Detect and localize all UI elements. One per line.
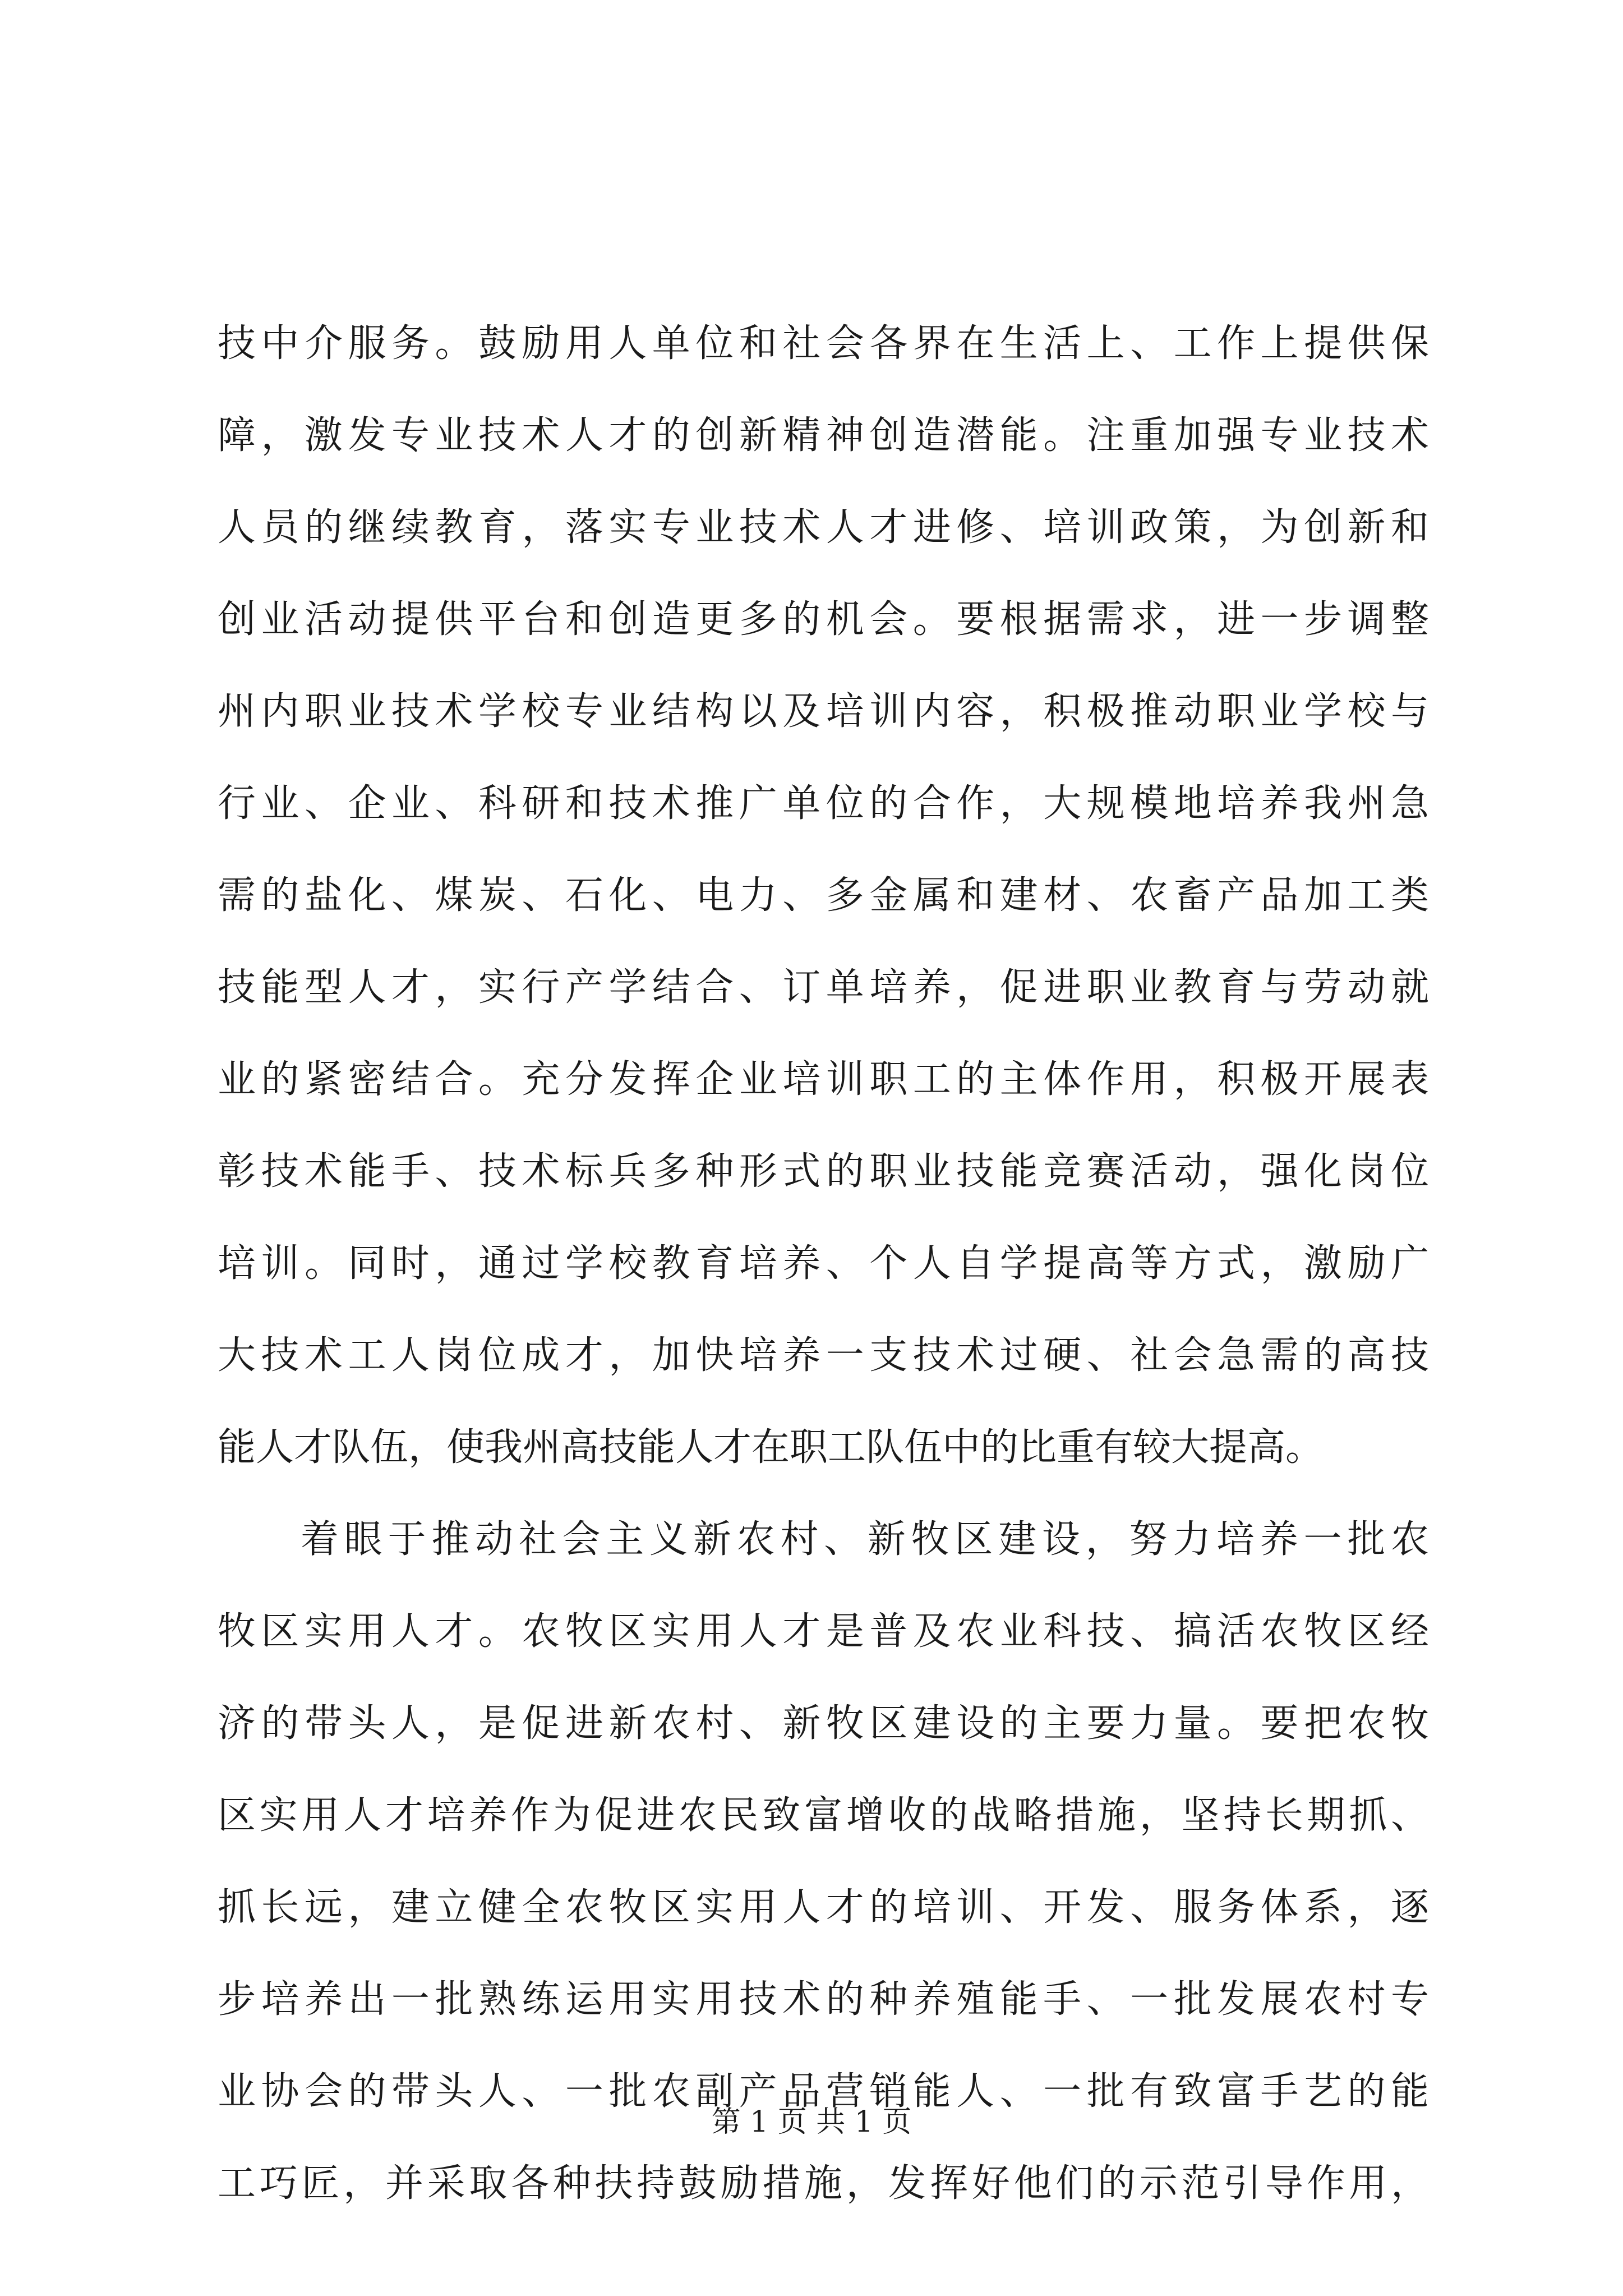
text-line: 业协会的带头人、一批农副产品营销能人、一批有致富手艺的能 (218, 2069, 1429, 2114)
text-line: 障，激发专业技术人才的创新精神创造潜能。注重加强专业技术 (218, 413, 1429, 458)
text-line: 创业活动提供平台和创造更多的机会。要根据需求，进一步调整 (218, 597, 1429, 642)
paragraph-1 (218, 298, 1429, 1494)
text-line: 技中介服务。鼓励用人单位和社会各界在生活上、工作上提供保 (218, 321, 1429, 366)
text-line: 区实用人才培养作为促进农民致富增收的战略措施，坚持长期抓、 (218, 1793, 1429, 1838)
text-line: 济的带头人，是促进新农村、新牧区建设的主要力量。要把农牧 (218, 1701, 1429, 1746)
text-line: 牧区实用人才。农牧区实用人才是普及农业科技、搞活农牧区经 (218, 1609, 1429, 1654)
text-line: 大技术工人岗位成才，加快培养一支技术过硬、社会急需的高技 (218, 1333, 1429, 1378)
document-body (218, 298, 1429, 2230)
text-line: 技能型人才，实行产学结合、订单培养，促进职业教育与劳动就 (218, 965, 1429, 1010)
text-line: 彰技术能手、技术标兵多种形式的职业技能竞赛活动，强化岗位 (218, 1149, 1429, 1194)
text-line: 工巧匠，并采取各种扶持鼓励措施，发挥好他们的示范引导作用， (218, 2161, 1429, 2206)
text-line: 能人才队伍，使我州高技能人才在职工队伍中的比重有较大提高。 (218, 1425, 1324, 1470)
text-line: 行业、企业、科研和技术推广单位的合作，大规模地培养我州急 (218, 781, 1429, 826)
text-line: 需的盐化、煤炭、石化、电力、多金属和建材、农畜产品加工类 (218, 873, 1429, 918)
text-line: 业的紧密结合。充分发挥企业培训职工的主体作用，积极开展表 (218, 1057, 1429, 1102)
text-line: 培训。同时，通过学校教育培养、个人自学提高等方式，激励广 (218, 1241, 1429, 1286)
text-line: 人员的继续教育，落实专业技术人才进修、培训政策，为创新和 (218, 505, 1429, 550)
page-footer: 第 1 页 共 1 页 (711, 2105, 912, 2139)
text-line: 抓长远，建立健全农牧区实用人才的培训、开发、服务体系，逐 (218, 1885, 1429, 1930)
text-line: 州内职业技术学校专业结构以及培训内容，积极推动职业学校与 (218, 689, 1429, 734)
text-line: 着眼于推动社会主义新农村、新牧区建设，努力培养一批农 (301, 1517, 1429, 1562)
text-line: 步培养出一批熟练运用实用技术的种养殖能手、一批发展农村专 (218, 1977, 1429, 2022)
